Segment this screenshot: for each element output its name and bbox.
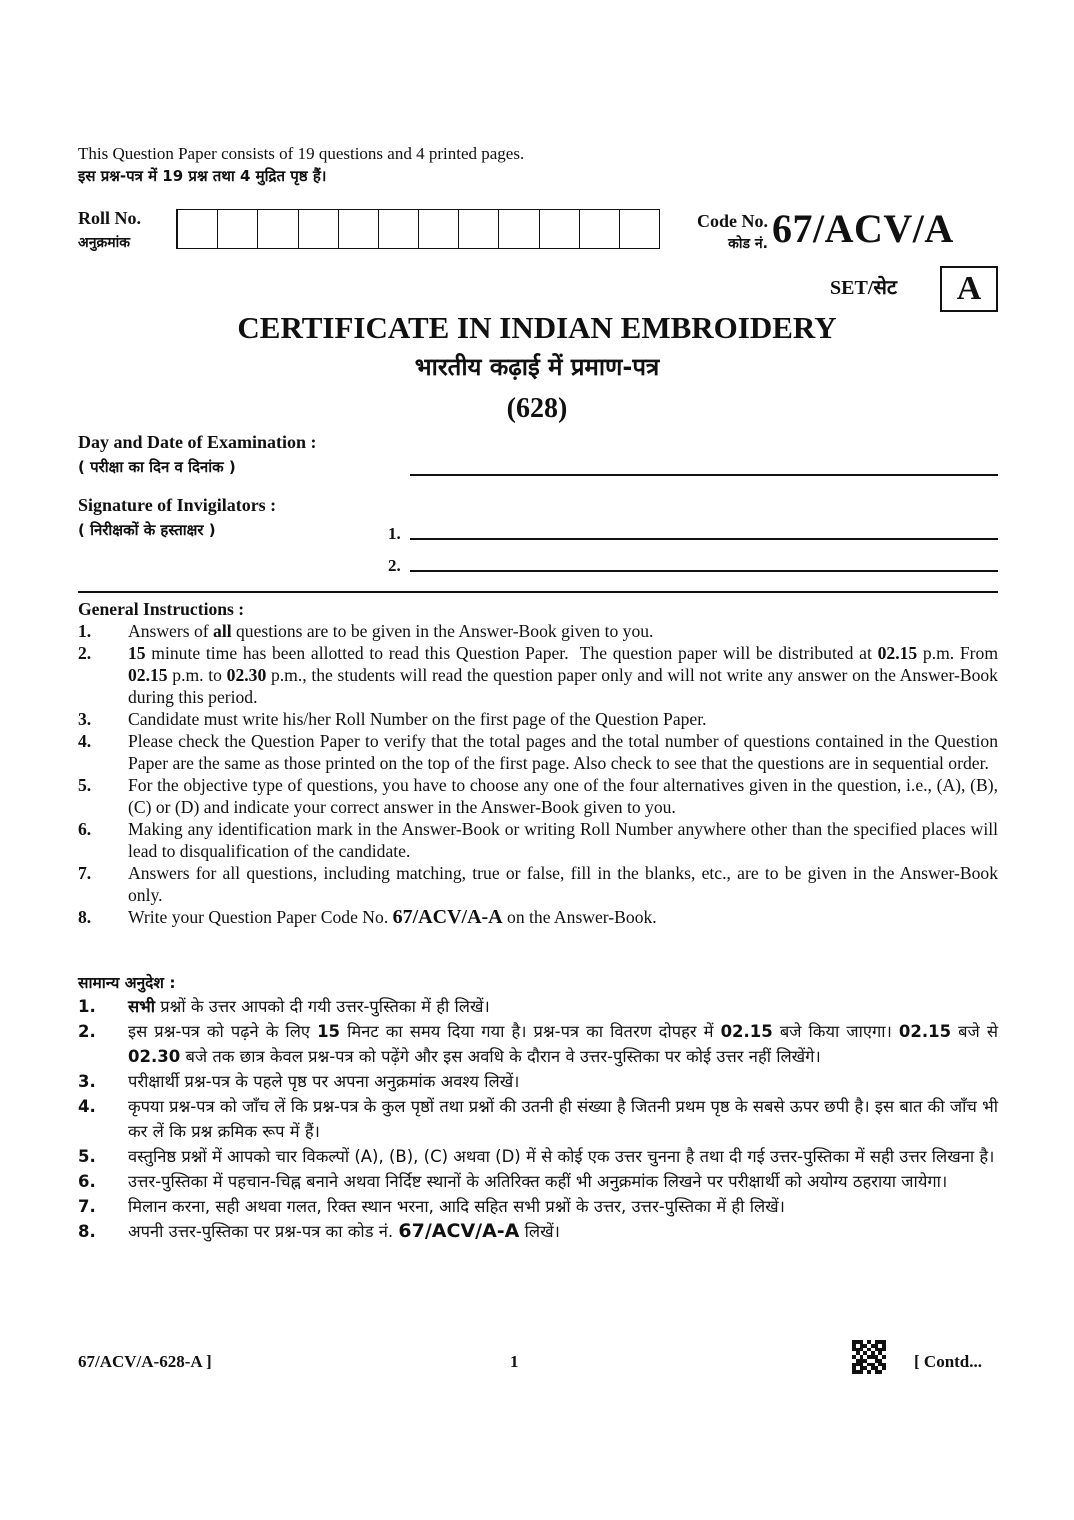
- set-value-box: A: [940, 266, 998, 312]
- instruction-item: [78, 1219, 998, 1244]
- roll-digit-box[interactable]: [580, 210, 620, 248]
- instruction-text: Making any identification mark in the Answer-Book or writing Roll Number anywhere other than the specified places will lead to disqualification of the candidate.: [128, 819, 998, 861]
- roll-digit-box[interactable]: [620, 210, 659, 248]
- instruction-text: Write your Question Paper Code No. 67/ACV/A-A on the Answer-Book.: [128, 906, 657, 928]
- footer-code: 67/ACV/A-628-A ]: [78, 1352, 212, 1371]
- instruction-text: वस्तुनिष्ठ प्रश्नों में आपको चार विकल्पों (A), (B), (C) अथवा (D) में से कोई एक उत्तर चुनना है तथा दी गई उत्तर-पुस्तिका में सही उत्तर लिखना है।: [128, 1147, 995, 1166]
- instruction-number: 2.: [78, 1022, 96, 1041]
- instruction-number: 4.: [78, 731, 92, 751]
- instruction-text: उत्तर-पुस्तिका में पहचान-चिह्न बनाने अथवा निर्दिष्ट स्थानों के अतिरिक्त कहीं भी अनुक्रमांक लिखने पर परीक्षार्थी को अयोग्य ठहराया जायेगा।: [128, 1172, 948, 1191]
- instruction-number: 8.: [78, 907, 92, 927]
- general-instructions-en: [78, 598, 998, 928]
- instruction-item: [78, 708, 998, 730]
- qr-code-icon: [852, 1340, 886, 1374]
- general-instructions-hi: [78, 972, 998, 1244]
- instruction-item: [78, 994, 998, 1019]
- invigilator-2-line[interactable]: [410, 570, 998, 572]
- roll-digit-box[interactable]: [218, 210, 258, 248]
- instruction-text: Answers of all questions are to be given in the Answer-Book given to you.: [128, 621, 654, 641]
- roll-digit-box[interactable]: [339, 210, 379, 248]
- instruction-item: [78, 1069, 998, 1094]
- instruction-number: 6.: [78, 819, 92, 839]
- instruction-text: 15 minute time has been allotted to read this Question Paper. The question paper will be distributed at 02.15 p.m. From 02.15 p.m. to 02.30 p.m., the students will read the question paper only and will not write any answer on the Answer-Book during this period.: [128, 643, 999, 707]
- invigilator-label-en: Signature of Invigilators :: [78, 495, 277, 515]
- roll-label-en: Roll No.: [78, 208, 141, 228]
- roll-label-hi: अनुक्रमांक: [78, 235, 130, 251]
- invigilator-2-number: 2.: [388, 556, 401, 575]
- exam-date-line[interactable]: [410, 474, 998, 476]
- instruction-text: परीक्षार्थी प्रश्न-पत्र के पहले पृष्ठ पर अपना अनुक्रमांक अवश्य लिखें।: [128, 1072, 520, 1091]
- instruction-item: [78, 862, 998, 906]
- instructions-list-en: [78, 620, 998, 928]
- instructions-heading-hi: सामान्य अनुदेश :: [78, 974, 176, 992]
- section-divider: [78, 591, 998, 593]
- exam-date-label-en: Day and Date of Examination :: [78, 432, 317, 452]
- continued-label: [ Contd...: [914, 1352, 983, 1371]
- instruction-item: [78, 730, 998, 774]
- instruction-item: [78, 642, 998, 708]
- instructions-heading-en: General Instructions :: [78, 599, 245, 619]
- instruction-number: 3.: [78, 1072, 96, 1091]
- instruction-number: 7.: [78, 863, 92, 883]
- instruction-text: इस प्रश्न-पत्र को पढ़ने के लिए 15 मिनट का समय दिया गया है। प्रश्न-पत्र का वितरण दोपहर में 02.15 बजे किया जाएगा। 02.15 बजे से 02.30 बजे तक छात्र केवल प्रश्न-पत्र को पढ़ेंगे और इस अवधि के दौरान वे उत्तर-पुस्तिका पर कोई उत्तर नहीं लिखेंगे।: [128, 1022, 998, 1066]
- roll-digit-box[interactable]: [459, 210, 499, 248]
- exam-date-label-hi: ( परीक्षा का दिन व दिनांक ): [78, 458, 236, 476]
- instruction-number: 3.: [78, 709, 92, 729]
- invigilator-1-line[interactable]: [410, 538, 998, 540]
- instruction-text: Please check the Question Paper to verify that the total pages and the total number of questions contained in the Question Paper are the same as those printed on the top of the first page. Also check to see that the questions are in sequential order.: [128, 731, 998, 773]
- instruction-item: [78, 1094, 998, 1144]
- course-title-hi: भारतीय कढ़ाई में प्रमाण-पत्र: [414, 353, 660, 381]
- instruction-item: [78, 620, 998, 642]
- instruction-text: कृपया प्रश्न-पत्र को जाँच लें कि प्रश्न-पत्र के कुल पृष्ठों तथा प्रश्नों की उतनी ही संख्या है जितनी प्रथम पृष्ठ के सबसे ऊपर छपी है। इस बात की जाँच भी कर लें कि प्रश्न क्रमिक रूप में हैं।: [128, 1097, 998, 1141]
- roll-digit-box[interactable]: [299, 210, 339, 248]
- instruction-item: [78, 906, 998, 928]
- roll-digit-box[interactable]: [178, 210, 218, 248]
- header-pages-hi: इस प्रश्न-पत्र में 19 प्रश्न तथा 4 मुद्रित पृष्ठ हैं।: [78, 167, 327, 185]
- instruction-number: 6.: [78, 1172, 96, 1191]
- instruction-item: [78, 1019, 998, 1069]
- instruction-number: 2.: [78, 643, 92, 663]
- page-number: 1: [510, 1352, 519, 1371]
- instruction-item: [78, 1194, 998, 1219]
- instruction-text: Answers for all questions, including matching, true or false, fill in the blanks, etc., are to be given in the Answer-Book only.: [128, 863, 998, 905]
- code-label-hi: कोड नं.: [728, 236, 768, 252]
- course-title-en: CERTIFICATE IN INDIAN EMBROIDERY: [237, 310, 837, 345]
- instruction-number: 4.: [78, 1097, 96, 1116]
- roll-digit-box[interactable]: [258, 210, 298, 248]
- instruction-number: 5.: [78, 775, 92, 795]
- instructions-list-hi: [78, 994, 998, 1244]
- instruction-number: 1.: [78, 997, 96, 1016]
- instruction-text: For the objective type of questions, you have to choose any one of the four alternatives given in the question, i.e., (A), (B), (C) or (D) and indicate your correct answer in the Answer-Book given to you.: [128, 775, 998, 817]
- instruction-text: अपनी उत्तर-पुस्तिका पर प्रश्न-पत्र का कोड नं. 67/ACV/A-A लिखें।: [128, 1220, 560, 1242]
- instruction-number: 7.: [78, 1197, 96, 1216]
- instruction-item: [78, 1144, 998, 1169]
- code-label-en: Code No.: [697, 211, 768, 231]
- set-label: SET/सेट: [830, 277, 897, 299]
- instruction-number: 1.: [78, 621, 92, 641]
- instruction-item: [78, 818, 998, 862]
- invigilator-label-hi: ( निरीक्षकों के हस्ताक्षर ): [78, 521, 216, 539]
- roll-number-boxes[interactable]: [176, 209, 660, 249]
- course-code: (628): [506, 393, 568, 424]
- roll-digit-box[interactable]: [540, 210, 580, 248]
- instruction-item: [78, 1169, 998, 1194]
- instruction-number: 8.: [78, 1222, 96, 1241]
- roll-digit-box[interactable]: [379, 210, 419, 248]
- roll-digit-box[interactable]: [419, 210, 459, 248]
- instruction-number: 5.: [78, 1147, 96, 1166]
- instruction-text: Candidate must write his/her Roll Number on the first page of the Question Paper.: [128, 709, 707, 729]
- instruction-text: मिलान करना, सही अथवा गलत, रिक्त स्थान भरना, आदि सहित सभी प्रश्नों के उत्तर, उत्तर-पुस्तिका में ही लिखें।: [128, 1197, 785, 1216]
- roll-digit-box[interactable]: [499, 210, 539, 248]
- paper-code: 67/ACV/A: [772, 206, 954, 251]
- instruction-item: [78, 774, 998, 818]
- invigilator-1-number: 1.: [388, 524, 401, 543]
- header-pages-en: This Question Paper consists of 19 questions and 4 printed pages.: [78, 144, 525, 163]
- instruction-text: सभी प्रश्नों के उत्तर आपको दी गयी उत्तर-पुस्तिका में ही लिखें।: [128, 997, 490, 1016]
